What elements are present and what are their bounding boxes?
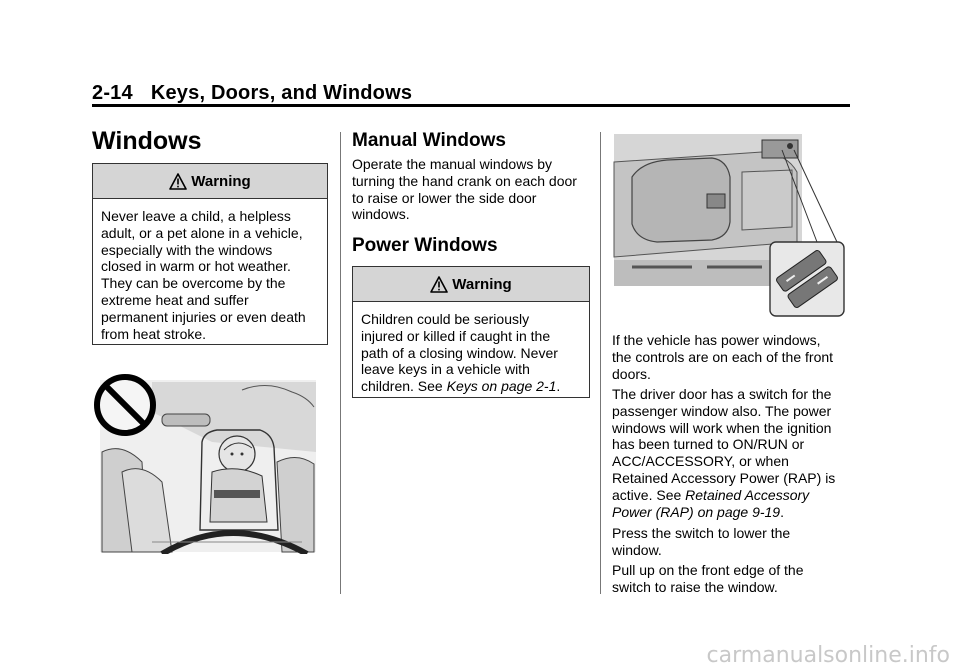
warning-text: [93, 199, 327, 350]
manual-windows-text: [352, 156, 577, 223]
text-line: closed in warm or hot weather.: [101, 258, 291, 275]
text-line: If the vehicle has power windows,: [612, 332, 821, 348]
text-line: the controls are on each of the front: [612, 348, 834, 365]
text-line: passenger window also. The power: [612, 402, 832, 419]
text-line: [612, 504, 835, 521]
text-line: [361, 378, 581, 395]
text-line: Press the switch to lower the: [612, 525, 791, 541]
text-line: [612, 487, 835, 504]
text-line: path of a closing window. Never: [361, 344, 558, 361]
column-divider-left: [340, 132, 341, 594]
text-line: windows.: [352, 206, 410, 223]
section-heading-power-windows: Power Windows: [352, 235, 498, 256]
page-header: [92, 82, 412, 105]
lower-window-text: [612, 525, 790, 559]
text-line: turning the hand crank on each door: [352, 172, 577, 189]
text-line: leave keys in a vehicle with: [361, 361, 530, 378]
page-number: 2-14: [92, 82, 133, 104]
section-heading-manual-windows: Manual Windows: [352, 130, 506, 151]
power-windows-intro: [612, 332, 833, 382]
text-line: windows will work when the ignition: [612, 419, 832, 436]
page-reference: Retained Accessory: [685, 486, 810, 503]
text-fragment: children. See: [361, 378, 447, 395]
text-line: Operate the manual windows by: [352, 156, 552, 172]
text-line: adult, or a pet alone in a vehicle,: [101, 224, 303, 241]
text-line: Children could be seriously: [361, 311, 530, 327]
text-line: switch to raise the window.: [612, 578, 778, 595]
text-fragment: .: [556, 378, 561, 395]
text-line: has been turned to ON/RUN or: [612, 436, 805, 453]
text-line: ACC/ACCESSORY, or when: [612, 453, 789, 470]
prohibition-icon: [92, 372, 158, 443]
warning-box-power-windows: [352, 266, 590, 398]
page-reference: Power (RAP) on page 9-19: [612, 503, 781, 520]
text-line: Never leave a child, a helpless: [101, 208, 291, 224]
text-line: especially with the windows: [101, 241, 273, 258]
text-line: Retained Accessory Power (RAP) is: [612, 469, 836, 486]
warning-triangle-icon: [430, 276, 448, 293]
text-line: window.: [612, 541, 662, 558]
text-line: injured or killed if caught in the: [361, 327, 551, 344]
warning-label: Warning: [452, 275, 512, 293]
section-heading-windows: Windows: [92, 127, 202, 155]
text-fragment: .: [780, 503, 784, 520]
warning-label: Warning: [191, 172, 251, 190]
text-line: extreme heat and suffer: [101, 291, 249, 308]
watermark: carmanualsonline.info: [706, 643, 950, 668]
driver-switch-text: [612, 386, 835, 520]
child-in-car-illustration: [92, 372, 318, 554]
text-line: permanent injuries or even death: [101, 308, 306, 325]
warning-box-windows: [92, 163, 328, 345]
warning-text: [353, 302, 589, 403]
raise-window-text: [612, 562, 803, 596]
text-line: from heat stroke.: [101, 325, 207, 342]
warning-header: [93, 164, 327, 199]
page-reference: Keys on page 2-1: [446, 378, 557, 395]
chapter-title: Keys, Doors, and Windows: [150, 82, 413, 104]
text-line: doors.: [612, 365, 651, 382]
column-divider-right: [600, 132, 601, 594]
text-line: The driver door has a switch for the: [612, 386, 832, 402]
text-fragment: active. See: [612, 486, 686, 503]
text-line: They can be overcome by the: [101, 275, 286, 292]
door-power-window-switch-illustration: [612, 132, 848, 318]
text-line: to raise or lower the side door: [352, 189, 537, 206]
warning-triangle-icon: [169, 173, 187, 190]
text-line: Pull up on the front edge of the: [612, 562, 804, 578]
warning-header: [353, 267, 589, 302]
header-rule: [92, 104, 850, 107]
